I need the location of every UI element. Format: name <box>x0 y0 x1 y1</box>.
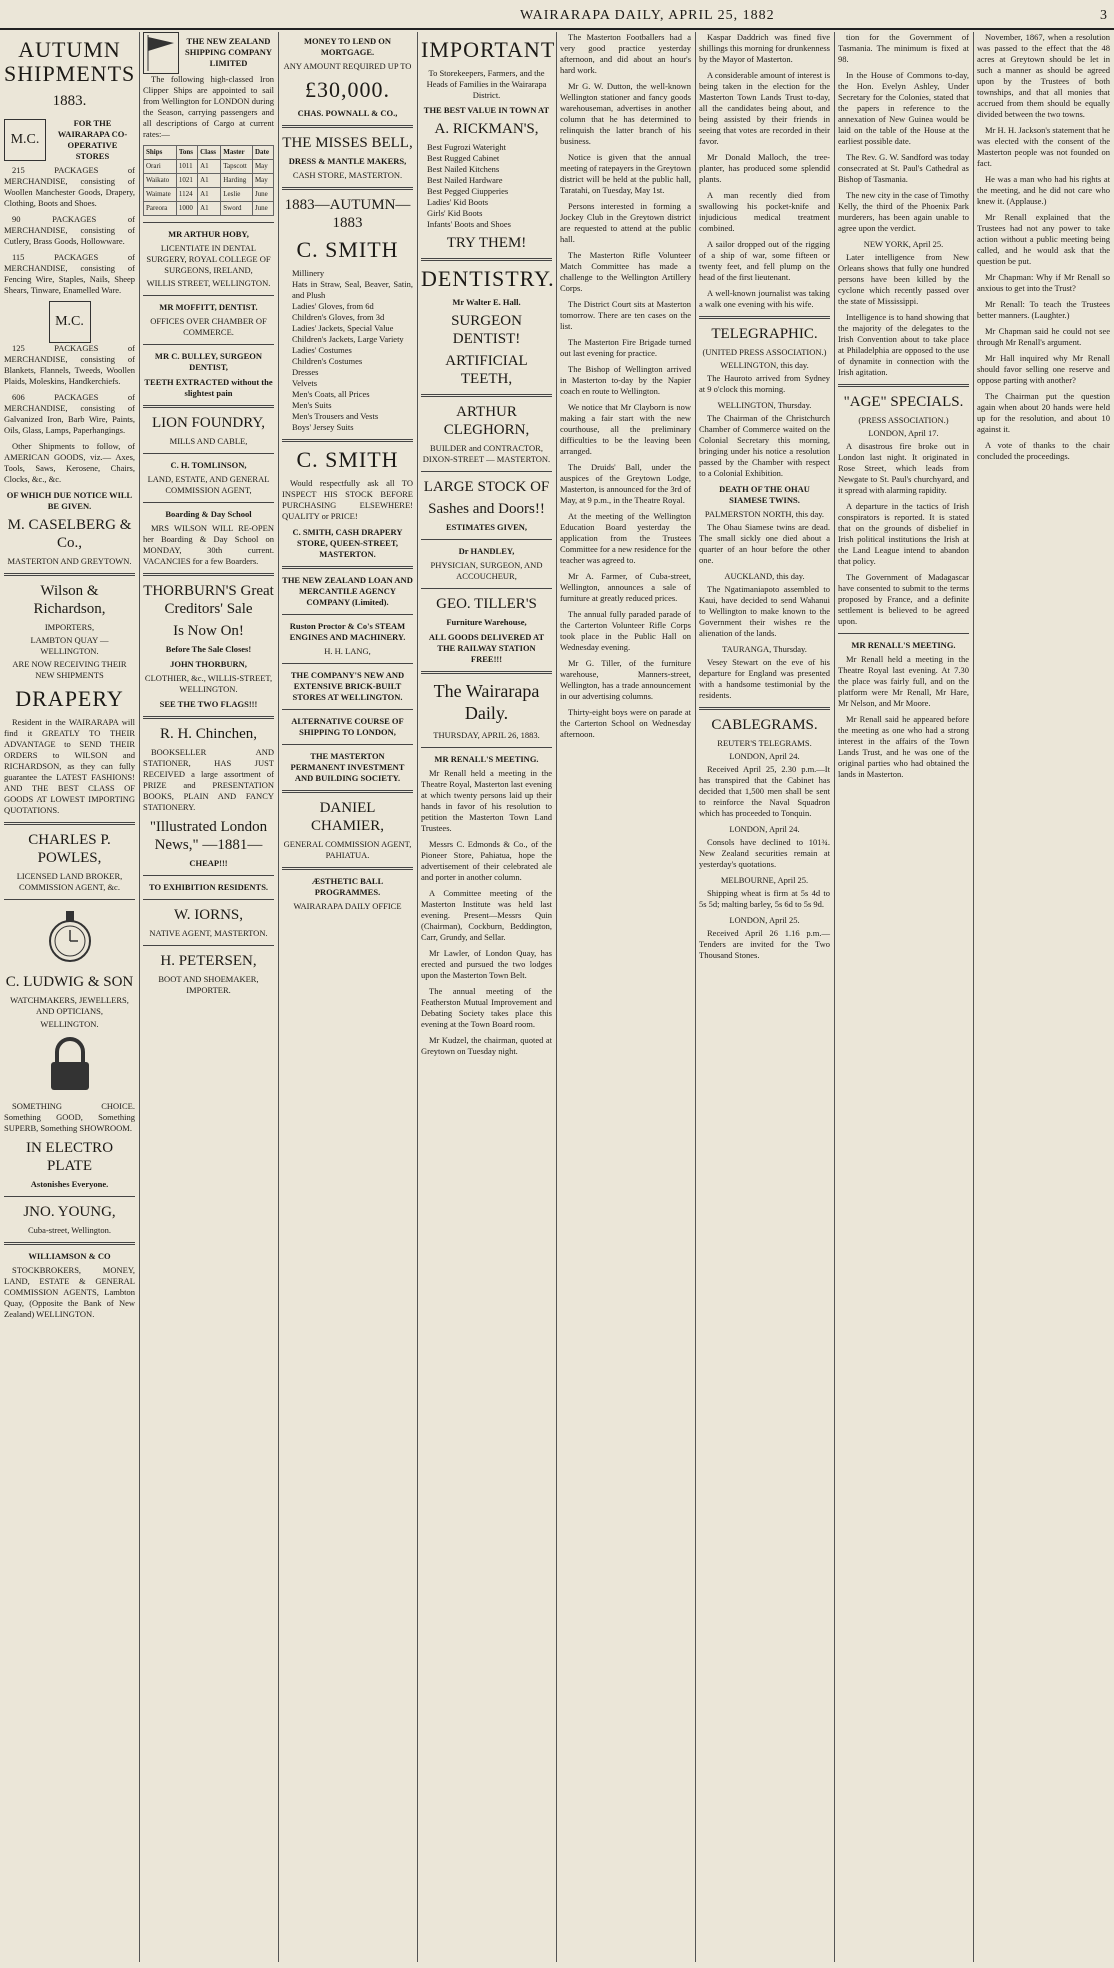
table-cell: Leslie <box>221 188 253 202</box>
ad-heading: AUTUMN SHIPMENTS <box>4 37 136 86</box>
dateline: MELBOURNE, April 25. <box>720 875 809 885</box>
firm-name: A. RICKMAN'S, <box>434 121 539 137</box>
divider <box>4 822 135 825</box>
ad-end: SEE THE TWO FLAGS!!! <box>159 699 258 709</box>
ad-location: WILLIS STREET, WELLINGTON. <box>146 278 271 288</box>
divider <box>282 566 413 569</box>
ad-end: TRY THEM! <box>446 235 527 251</box>
article-paragraph: The Masterton Fire Brigade turned out last evening for practice. <box>560 337 691 358</box>
divider <box>143 899 274 900</box>
table-cell: 1021 <box>176 174 197 188</box>
divider <box>143 453 274 454</box>
article-paragraph: A well-known journalist was taking a walk one evening with his wife. <box>699 288 830 309</box>
article-paragraph: Messrs C. Edmonds & Co., of the Pioneer Store, Pahiatua, hope the advertisement of their celebrated ale and porter in another column. <box>421 839 552 882</box>
ad-sub: SURGEON DENTIST! <box>451 313 522 347</box>
article-paragraph: Mr Renall held a meeting in the Theatre Royal, Masterton last evening at which twenty persons laid up their hands in favor of his resolution to petition the Masterton Town Land Trustees. <box>421 768 552 833</box>
ad-title: IMPORTANT <box>421 37 556 62</box>
ad-title: LION FOUNDRY, <box>151 415 266 431</box>
article-paragraph: He was a man who had his rights at the meeting, and he did not care who knew it. (Applause.) <box>977 174 1110 206</box>
column-5 <box>556 32 695 1962</box>
issue-date: THURSDAY, APRIL 26, 1883. <box>433 730 540 740</box>
list-item: Girls' Kid Boots <box>427 208 483 218</box>
article-paragraph: Shipping wheat is firm at 5s 4d to 5s 5d; malting barley, 5s 6d to 5s 9d. <box>699 888 830 909</box>
ad-title: Boarding & Day School <box>165 509 252 519</box>
ad-sub: BOOT AND SHOEMAKER, IMPORTER. <box>158 974 259 995</box>
ad-title: TO EXHIBITION RESIDENTS. <box>148 882 269 892</box>
divider <box>421 671 552 674</box>
ad-line: THE BEST VALUE IN TOWN AT <box>423 105 550 115</box>
ad-title: ARTHUR CLEGHORN, <box>443 404 530 438</box>
table-cell: May <box>252 174 273 188</box>
dateline: TAURANGA, Thursday. <box>722 644 807 654</box>
table-cell: A1 <box>198 160 221 174</box>
ad-sub: NATIVE AGENT, MASTERTON. <box>149 928 268 938</box>
ad-sub: PHYSICIAN, SURGEON, AND ACCOUCHEUR, <box>430 560 543 581</box>
ad-title: GEO. TILLER'S <box>436 596 537 612</box>
ad-item: 90 PACKAGES of MERCHANDISE, consisting of Cutlery, Brass Goods, Hollowware. <box>4 214 135 246</box>
ad-title: MR MOFFITT, DENTIST. <box>159 302 258 312</box>
article-paragraph: The District Court sits at Masterton tomorrow. There are ten cases on the list. <box>560 299 691 331</box>
ad-line: CHEAP!!! <box>189 858 228 868</box>
ad-line: Sashes and Doors!! <box>428 501 545 517</box>
ad-body: Would respectfully ask all TO INSPECT HIS STOCK BEFORE PURCHASING ELSEWHERE! QUALITY or PRICE! <box>282 478 413 521</box>
article-paragraph: The Bishop of Wellington arrived in Masterton to-day by the Napier coach en route to Wellington. <box>560 364 691 396</box>
ad-title: ÆSTHETIC BALL PROGRAMMES. <box>311 876 384 897</box>
article-paragraph: The new city in the case of Timothy Kelly, the third of the Phoenix Park murderers, has been again unable to agree upon the verdict. <box>838 190 969 233</box>
ad-amount: £30,000. <box>305 77 390 102</box>
list-item: Infants' Boots and Shoes <box>427 219 511 229</box>
table-cell: 1000 <box>176 202 197 216</box>
ad-big-word: DRAPERY <box>15 686 124 711</box>
section-sub: (UNITED PRESS ASSOCIATION.) <box>702 347 827 357</box>
article-paragraph: The Rev. G. W. Sandford was today consecrated at St. Paul's Cathedral as Bishop of Tasmania. <box>838 152 969 184</box>
newspaper-nameplate: The Wairarapa Daily. <box>433 681 540 723</box>
divider <box>282 614 413 615</box>
ad-title: H. PETERSEN, <box>160 953 257 969</box>
ad-title: W. IORNS, <box>173 907 244 923</box>
article-paragraph: A departure in the tactics of Irish conspirators is reported. It is stated that on the grounds of disbelief in Irish political institutions the Irish at the Land League intend to abandon that policy. <box>838 501 969 566</box>
table-header: Master <box>221 146 253 160</box>
divider <box>4 573 135 576</box>
column-8 <box>973 32 1114 1962</box>
ad-sub: Cuba-street, Wellington. <box>28 1225 111 1235</box>
list-item: Best Rugged Cabinet <box>427 153 500 163</box>
dateline: LONDON, April 24. <box>729 751 800 761</box>
article-headline: DEATH OF THE OHAU SIAMESE TWINS. <box>719 484 810 505</box>
table-cell: June <box>252 202 273 216</box>
ad-address: C. SMITH, CASH DRAPERY STORE, QUEEN-STREET, MASTERTON. <box>292 527 403 559</box>
divider <box>421 588 552 589</box>
section-sub: (PRESS ASSOCIATION.) <box>858 415 949 425</box>
ad-title: THE NEW ZEALAND LOAN AND MERCANTILE AGENCY COMPANY (Limited). <box>282 575 413 607</box>
ad-sub: DRESS & MANTLE MAKERS, <box>288 156 407 166</box>
ad-sub: "Illustrated London News," —1881— <box>149 819 268 853</box>
dateline: LONDON, April 17. <box>868 428 939 438</box>
ad-title: MONEY TO LEND ON MORTGAGE. <box>304 36 391 57</box>
divider <box>282 709 413 710</box>
ad-title: THE MISSES BELL, <box>282 135 413 151</box>
list-item: Best Fugrozi Wateright <box>427 142 506 152</box>
divider <box>4 1242 135 1245</box>
table-row <box>144 174 274 188</box>
article-paragraph: At the meeting of the Wellington Education Board yesterday the application from the Trustees Committee for a new residence for the teacher was agreed to. <box>560 511 691 565</box>
article-paragraph: A disastrous fire broke out in London last night. It originated in Rose Street, which leads from Newgate to St. Paul's churchyard, and it spread with alarming rapidity. <box>838 441 969 495</box>
table-cell: A1 <box>198 188 221 202</box>
article-paragraph: Persons interested in forming a Jockey Club in the Greytown district are requested to attend at the public hall. <box>560 201 691 244</box>
column-7 <box>834 32 973 1962</box>
ad-body: SOMETHING CHOICE. Something GOOD, Something SUPERB, Something SHOWROOM. <box>4 1101 135 1133</box>
ad-sub: GENERAL COMMISSION AGENT, PAHIATUA. <box>283 839 412 860</box>
article-paragraph: Mr Hall inquired why Mr Renall should favor selling one reserve and oppose parting with another? <box>977 353 1110 385</box>
article-paragraph: Consols have declined to 101¾. New Zealand securities remain at yesterday's quotations. <box>699 837 830 869</box>
ad-sub: TEETH EXTRACTED without the slightest pain <box>144 377 273 398</box>
divider <box>143 573 274 576</box>
ad-sub: LICENTIATE IN DENTAL SURGERY, ROYAL COLLEGE OF SURGEONS, IRELAND, <box>146 243 271 275</box>
article-paragraph: The Ohau Siamese twins are dead. The small sickly one died about a quarter of an hour before the other one. <box>699 522 830 565</box>
list-item: Best Pegged Ciupperies <box>427 186 509 196</box>
dateline: AUCKLAND, this day. <box>724 571 805 581</box>
ad-title: THE MASTERTON PERMANENT INVESTMENT AND BUILDING SOCIETY. <box>290 751 405 783</box>
ad-body: MRS WILSON WILL RE-OPEN her Boarding & Day School on MONDAY, 30th current. VACANCIES for a few Boarders. <box>143 523 274 566</box>
ad-sub: WAIRARAPA DAILY OFFICE <box>293 901 402 911</box>
divider <box>699 316 830 319</box>
list-item: Dresses <box>292 367 319 377</box>
divider <box>282 187 413 190</box>
article-paragraph: Received April 26 1.16 p.m.—Tenders are invited for the Two Thousand Stones. <box>699 928 830 960</box>
article-paragraph: Notice is given that the annual meeting of ratepayers in the Greytown district will be held at the public hall, Taratahi, on Tuesday, May 1st. <box>560 152 691 195</box>
column-2 <box>139 32 278 1962</box>
ad-body: The following high-classed Iron Clipper Ships are appointed to sail from Wellington for LONDON during the Season, carrying passengers and all descriptions of Cargo at current rates:— <box>143 74 274 139</box>
divider <box>282 125 413 128</box>
divider <box>143 222 274 223</box>
article-paragraph: Mr G. W. Dutton, the well-known Wellington stationer and fancy goods warehouseman, advertises in another column that he has determined to relinquish the latter branch of his business. <box>560 81 691 146</box>
article-paragraph: Vesey Stewart on the eve of his departure for England was presented with a handsome testimonial by the residents. <box>699 657 830 700</box>
section-heading: TELEGRAPHIC. <box>711 326 818 342</box>
column-3 <box>278 32 417 1962</box>
table-cell: Orari <box>144 160 177 174</box>
table-cell: Waikato <box>144 174 177 188</box>
divider <box>838 384 969 387</box>
article-paragraph: Intelligence is to hand showing that the majority of the delegates to the Irish Convention about to take place at Philadelphia are opposed to the use of dynamite in connection with the Irish agitation. <box>838 312 969 377</box>
divider <box>143 295 274 296</box>
table-cell: A1 <box>198 202 221 216</box>
article-paragraph: Mr H. H. Jackson's statement that he was elected with the consent of the Masterton people was not founded on fact. <box>977 125 1110 168</box>
list-item: Children's Costumes <box>292 356 363 366</box>
table-cell: 1011 <box>176 160 197 174</box>
article-paragraph: Mr Chapman: Why if Mr Renall so anxious to get into the Trust? <box>977 272 1110 293</box>
ad-sub: IMPORTERS, <box>44 622 95 632</box>
article-headline: MR RENALL'S MEETING. <box>434 754 539 764</box>
table-cell: May <box>252 160 273 174</box>
article-paragraph: The Ngatimaniapoto assembled to Kaui, have decided to send Wahanui to Wellington to make known to the Government their wishes re the alienation of the lands. <box>699 584 830 638</box>
list-item: Ladies' Costumes <box>292 345 352 355</box>
ad-location: LAMBTON QUAY — WELLINGTON. <box>30 635 109 656</box>
section-heading: "AGE" SPECIALS. <box>843 394 964 410</box>
article-paragraph: A man recently died from swallowing his pocket-knife and injudicious medical treatment combined. <box>699 190 830 233</box>
ad-title: THE NEW ZEALAND SHIPPING COMPANY LIMITED <box>185 36 272 68</box>
firm-name: CHAS. POWNALL & CO., <box>297 108 398 118</box>
ad-item: 215 PACKAGES of MERCHANDISE, consisting of Woollen Manchester Goods, Drapery, Clothing, Boots and Shoes. <box>4 165 135 208</box>
ad-sub: Is Now On! <box>173 623 244 639</box>
ad-body: STOCKBROKERS, MONEY, LAND, ESTATE & GENERAL COMMISSION AGENTS, Lambton Quay, (Opposite the Bank of New Zealand) WELLINGTON. <box>4 1265 135 1319</box>
ad-sub: LAND, ESTATE, AND GENERAL COMMISSION AGENT, <box>147 474 270 495</box>
dateline: PALMERSTON NORTH, this day. <box>704 509 825 519</box>
table-cell: Sword <box>221 202 253 216</box>
article-paragraph: tion for the Government of Tasmania. The minimum is fixed at 98. <box>838 32 969 64</box>
firm-name: H. H. LANG, <box>324 646 371 656</box>
dateline: LONDON, April 25. <box>729 915 800 925</box>
ad-line: Before The Sale Closes! <box>165 644 252 654</box>
ad-title: JNO. YOUNG, <box>23 1204 116 1220</box>
ad-title: C. SMITH <box>296 237 399 262</box>
column-4 <box>417 32 556 1962</box>
article-paragraph: Mr Lawler, of London Quay, has erected and pursued the two lodges upon the Masterton Town Belt. <box>421 948 552 980</box>
ad-title: C. LUDWIG & SON <box>5 974 134 990</box>
ad-title: WILLIAMSON & CO <box>28 1251 111 1261</box>
article-paragraph: Mr Chapman said he could not see through Mr Renall's argument. <box>977 326 1110 347</box>
article-paragraph: In the House of Commons to-day, the Hon. Evelyn Ashley, Under Secretary for the Colonies, stated that the papers in reference to the annexation of New Guinea would be laid on the table of the House at the earliest possible date. <box>838 70 969 146</box>
divider <box>143 405 274 408</box>
column-6 <box>695 32 834 1962</box>
ad-heading: 1883—AUTUMN—1883 <box>284 197 411 231</box>
article-paragraph: A vote of thanks to the chair concluded the proceedings. <box>977 440 1110 461</box>
ad-location: WELLINGTON. <box>40 1019 99 1029</box>
list-item: Best Nailed Kitchens <box>427 164 500 174</box>
ad-sub: LICENSED LAND BROKER, COMMISSION AGENT, &c. <box>16 871 123 892</box>
article-paragraph: A considerable amount of interest is being taken in the election for the Masterton Town Lands Trust to-day, all the candidates being about, and being assisted by their friends in seeing that votes are recorded in their favor. <box>699 70 830 146</box>
article-paragraph: Mr A. Farmer, of Cuba-street, Wellington, announces a sale of furniture at greatly reduced prices. <box>560 571 691 603</box>
divider <box>699 707 830 710</box>
article-paragraph: We notice that Mr Clayborn is now making a fair start with the new courthouse, all the preliminary difficulties to be the leaving been arranged. <box>560 402 691 456</box>
section-heading: CABLEGRAMS. <box>711 717 818 733</box>
article-paragraph: The Hauroto arrived from Sydney at 9 o'clock this morning. <box>699 373 830 394</box>
ad-line: CASH STORE, MASTERTON. <box>292 170 403 180</box>
ad-sub: OFFICES OVER CHAMBER OF COMMERCE. <box>150 316 267 337</box>
divider <box>143 344 274 345</box>
article-paragraph: The Masterton Rifle Volunteer Match Committee has made a challenge to the Wellington Artillery Corps. <box>560 250 691 293</box>
mc-brand-mark: M.C. <box>49 301 91 343</box>
ad-year: 1883. <box>52 93 87 109</box>
list-item: Children's Jackets, Large Variety <box>292 334 404 344</box>
article-paragraph: Kaspar Daddrich was fined five shillings this morning for drunkenness by the Mayor of Masterton. <box>699 32 830 64</box>
article-paragraph: Mr Renall explained that the Trustees had not any power to take action without a public meeting being called, and he would ask that the question be put. <box>977 212 1110 266</box>
ad-title: IN ELECTRO PLATE <box>25 1140 114 1174</box>
ad-title: R. H. Chinchen, <box>159 726 258 742</box>
divider <box>421 471 552 472</box>
masthead <box>0 6 1114 30</box>
article-paragraph: Thirty-eight boys were on parade at the Carterton School on Wednesday afternoon. <box>560 707 691 739</box>
article-paragraph: Mr Kudzel, the chairman, quoted at Greytown on Tuesday night. <box>421 1035 552 1056</box>
article-paragraph: Mr G. Tiller, of the furniture warehouse, Manners-street, Wellington, has a trade announcement in our advertising columns. <box>560 658 691 701</box>
ad-item: 606 PACKAGES of MERCHANDISE, consisting of Galvanized Iron, Barb Wire, Paints, Oils, Glass, Lamps, Paperhangings. <box>4 392 135 435</box>
ad-title: Ruston Proctor & Co's STEAM ENGINES AND MACHINERY. <box>289 621 406 642</box>
list-item: Children's Gloves, from 3d <box>292 312 385 322</box>
list-item: Millinery <box>292 268 325 278</box>
table-header: Ships <box>144 146 177 160</box>
column-1 <box>0 32 139 1962</box>
padlock-icon <box>4 1034 135 1097</box>
table-header: Tons <box>176 146 197 160</box>
ad-title: C. H. TOMLINSON, <box>170 460 247 470</box>
ad-title: THE COMPANY'S NEW AND EXTENSIVE BRICK-BUILT STORES AT WELLINGTON. <box>290 670 405 702</box>
ad-title: CHARLES P. POWLES, <box>28 832 111 866</box>
ad-sub: MILLS AND CABLE, <box>169 436 248 446</box>
firm-location: CLOTHIER, &c., WILLIS-STREET, WELLINGTON. <box>144 673 273 694</box>
article-paragraph: The Masterton Footballers had a very good practice yesterday afternoon, and did about an hour's hard work. <box>560 32 691 75</box>
article-paragraph: Mr Renall held a meeting in the Theatre Royal last evening. At 7.30 the place was fairly full, and on the platform were Mr Renall, Mr Hare, Mr Nelson, and Mr Moore. <box>838 654 969 708</box>
list-item: Velvets <box>292 378 318 388</box>
list-item: Ladies' Jackets, Special Value <box>292 323 394 333</box>
table-row <box>144 202 274 216</box>
table-cell: Tapscott <box>221 160 253 174</box>
list-item: Best Nailed Hardware <box>427 175 503 185</box>
ad-item: 115 PACKAGES of MERCHANDISE, consisting of Fencing Wire, Staples, Nails, Sheep Shears, Tinware, Enamelled Ware. <box>4 252 135 295</box>
ad-sub: FOR THE WAIRARAPA CO-OPERATIVE STORES <box>57 118 128 161</box>
list-item: Hats in Straw, Seal, Beaver, Satin, and Plush <box>292 279 413 300</box>
firm-name: M. CASELBERG & Co., <box>7 517 132 551</box>
ad-sub: Furniture Warehouse, <box>446 617 527 627</box>
divider <box>421 394 552 397</box>
divider <box>143 875 274 876</box>
ad-title: MR ARTHUR HOBY, <box>168 229 249 239</box>
firm-name: JOHN THORBURN, <box>170 659 247 669</box>
table-header: Date <box>252 146 273 160</box>
article-paragraph: The Chairman of the Christchurch Chamber of Commerce waited on the Colonial Secretary this morning, bringing under his notice a resolution passed by the Chamber with respect to a Colonial Exhibition. <box>699 413 830 478</box>
divider <box>838 633 969 634</box>
list-item: Boys' Jersey Suits <box>292 422 354 432</box>
ad-title: Wilson & Richardson, <box>33 583 106 617</box>
table-cell: A1 <box>198 174 221 188</box>
ad-line: ARTIFICIAL TEETH, <box>445 353 528 387</box>
table-cell: Pareora <box>144 202 177 216</box>
article-paragraph: A Committee meeting of the Masterton Institute was held last evening. Present—Messrs Quin (Chairman), Cockburn, Beddington, Carr, Grundy, and Sellar. <box>421 888 552 942</box>
article-paragraph: Mr Renall: To teach the Trustees better manners. (Laughter.) <box>977 299 1110 320</box>
table-cell: Harding <box>221 174 253 188</box>
divider <box>143 945 274 946</box>
ad-title: C. SMITH <box>296 447 399 472</box>
section-sub: REUTER'S TELEGRAMS. <box>717 738 812 748</box>
article-headline: MR RENALL'S MEETING. <box>851 640 956 650</box>
table-cell: Waimate <box>144 188 177 202</box>
list-item: Ladies' Gloves, from 6d <box>292 301 374 311</box>
table-header: Class <box>198 146 221 160</box>
ad-title: LARGE STOCK OF <box>423 479 550 495</box>
list-item: Men's Coats, all Prices <box>292 389 370 399</box>
ad-body: Resident in the WAIRARAPA will find it GREATLY TO THEIR ADVANTAGE to SEND THEIR ORDERS to WILSON and RICHARDSON, as they can fully guarantee the LATEST FASHIONS! AND THE BEST CLASS OF GOODS AT LOWEST IMPORTING QUOTATIONS. <box>4 717 135 815</box>
firm-location: MASTERTON AND GREYTOWN. <box>7 556 132 566</box>
article-paragraph: Later intelligence from New Orleans shows that fully one hundred persons have been killed by the cyclone which recently passed over the state of Mississippi. <box>838 252 969 306</box>
divider <box>282 790 413 793</box>
shipping-flag-icon <box>143 32 179 74</box>
watch-icon <box>4 906 135 969</box>
table-cell: June <box>252 188 273 202</box>
ad-sub: To Storekeepers, Farmers, and the Heads of Families in the Wairarapa District. <box>426 68 547 100</box>
list-item: Men's Trousers and Vests <box>292 411 379 421</box>
ad-body: ALL GOODS DELIVERED AT THE RAILWAY STATION FREE!!! <box>428 632 545 664</box>
article-paragraph: Mr Renall said he appeared before the meeting as one who had a strong interest in the affairs of the Town Lands Trust, and he was one of the original parties who had obtained the lands in Masterton. <box>838 714 969 779</box>
ad-title: Dr HANDLEY, <box>458 546 515 556</box>
divider <box>4 1196 135 1197</box>
ad-name: Mr Walter E. Hall. <box>452 297 521 307</box>
divider <box>282 867 413 870</box>
sailing-table <box>143 145 274 216</box>
ad-title: MR C. BULLEY, SURGEON DENTIST, <box>154 351 263 372</box>
list-item: Men's Suits <box>292 400 332 410</box>
ad-sub: WATCHMAKERS, JEWELLERS, AND OPTICIANS, <box>10 995 129 1016</box>
dateline: NEW YORK, April 25. <box>863 239 944 249</box>
article-paragraph: The Chairman put the question again when about 20 hands were held up for the resolution, and about 10 against it. <box>977 391 1110 434</box>
divider <box>421 258 552 261</box>
article-paragraph: Mr Donald Malloch, the tree-planter, has produced some splendid plants. <box>699 152 830 184</box>
ad-line: ARE NOW RECEIVING THEIR NEW SHIPMENTS <box>12 659 127 680</box>
article-paragraph: The annual fully paraded parade of the Carterton Volunteer Rifle Corps took place in the Public Hall on Wednesday evening. <box>560 609 691 652</box>
ad-title: DANIEL CHAMIER, <box>311 800 384 834</box>
ad-sub: ANY AMOUNT REQUIRED UP TO <box>283 61 412 71</box>
ad-item: Other Shipments to follow, of AMERICAN GOODS, viz.— Axes, Tools, Saws, Kerosene, Chairs, Clocks, &c., &c. <box>4 441 135 484</box>
dateline: WELLINGTON, Thursday. <box>717 400 812 410</box>
divider <box>282 744 413 745</box>
article-paragraph: Received April 25, 2.30 p.m.—It has transpired that the Cabinet has decided that 1,500 men shall be sent to reinforce the Naval Squadron which has proceeded to Tonquin. <box>699 764 830 818</box>
divider <box>421 747 552 748</box>
ad-title: ALTERNATIVE COURSE OF SHIPPING TO LONDON, <box>291 716 404 737</box>
mc-brand-mark: M.C. <box>4 119 46 161</box>
article-paragraph: The Government of Madagascar have consented to submit to the terms proposed by France, and a definite settlement is believed to be agreed upon. <box>838 572 969 626</box>
divider <box>282 663 413 664</box>
article-paragraph: A sailor dropped out of the rigging of a ship of war, some fifteen or twenty feet, and fell plump on the head of the first lieutenant. <box>699 239 830 282</box>
ad-sub: Astonishes Everyone. <box>30 1179 109 1189</box>
ad-title: THORBURN'S Great Creditors' Sale <box>143 583 274 617</box>
divider <box>282 439 413 442</box>
divider <box>143 716 274 719</box>
table-cell: 1124 <box>176 188 197 202</box>
dateline: WELLINGTON, this day. <box>720 360 809 370</box>
list-item: Ladies' Kid Boots <box>427 197 489 207</box>
article-paragraph: November, 1867, when a resolution was passed to the effect that the 48 acres at Greytown should be let in such a manner as should be agreed upon by the Trustees of both townships, and that all monies that accrued from them should be equally divided between the two towns. <box>977 32 1110 119</box>
table-row <box>144 160 274 174</box>
article-paragraph: The annual meeting of the Featherston Mutual Improvement and Debating Society takes place this evening at the Town Board room. <box>421 986 552 1029</box>
masthead-title: WAIRARAPA DAILY, APRIL 25, 1882 <box>520 8 775 23</box>
ad-body: BOOKSELLER AND STATIONER, HAS JUST RECEIVED a large assortment of PRIZE and PRESENTATION BOOKS, PLAIN AND FANCY STATIONERY. <box>143 747 274 812</box>
dateline: LONDON, April 24. <box>729 824 800 834</box>
divider <box>4 899 135 900</box>
ad-item: 125 PACKAGES of MERCHANDISE, consisting of Blankets, Flannels, Tweeds, Woollen Plaids, Moleskins, Handkerchiefs. <box>4 343 135 386</box>
divider <box>143 502 274 503</box>
ad-sub: BUILDER and CONTRACTOR, DIXON-STREET — MASTERTON. <box>422 443 551 464</box>
ad-end: ESTIMATES GIVEN, <box>445 522 528 532</box>
ad-notice: OF WHICH DUE NOTICE WILL BE GIVEN. <box>6 490 133 511</box>
table-row <box>144 188 274 202</box>
article-paragraph: The Druids' Ball, under the auspices of the Greytown Lodge, Masterton, is announced for the 3rd of May, at 9 p.m., in the Theatre Royal. <box>560 462 691 505</box>
divider <box>421 539 552 540</box>
ad-title: DENTISTRY. <box>421 266 555 291</box>
page-number: 3 <box>1100 8 1108 23</box>
